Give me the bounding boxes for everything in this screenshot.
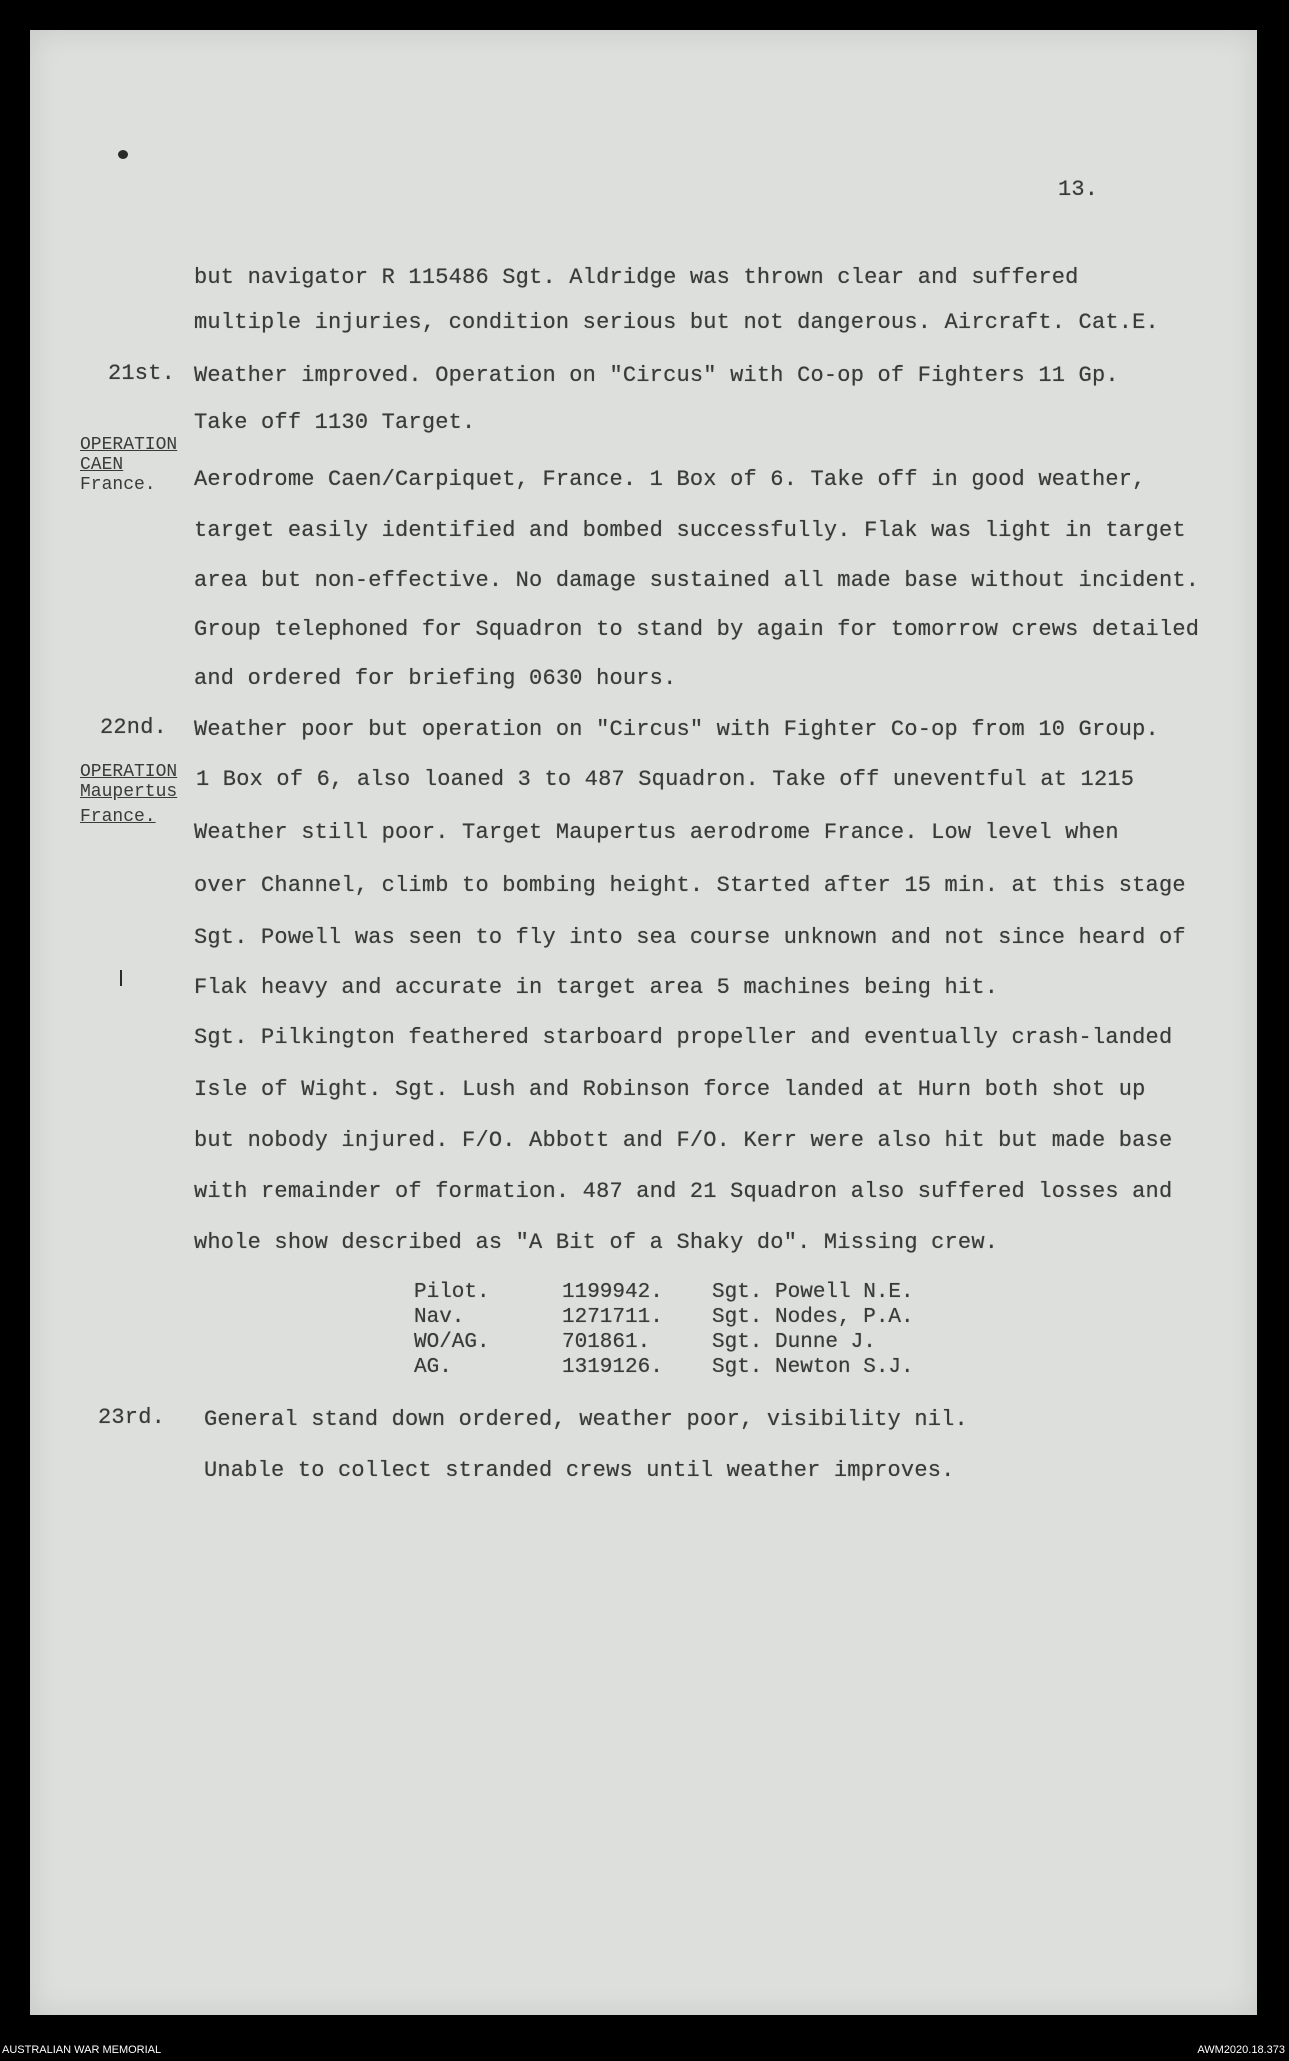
- margin-note-country: France.: [80, 475, 156, 495]
- footer-source: AUSTRALIAN WAR MEMORIAL: [2, 2044, 162, 2056]
- crew-rank: Nav.: [414, 1306, 465, 1329]
- missing-crew-list: [414, 1280, 914, 1380]
- text-line: Group telephoned for Squadron to stand by again for tomorrow crews detailed: [194, 617, 1200, 642]
- margin-note-operation: OPERATION: [80, 435, 178, 455]
- margin-note-country: France.: [80, 807, 156, 827]
- margin-note-place: Maupertus: [80, 782, 178, 802]
- crew-rank: AG.: [414, 1356, 452, 1379]
- ink-speck: [118, 150, 128, 159]
- text-line: target easily identified and bombed successfully. Flak was light in target: [194, 518, 1186, 543]
- page-number: 13.: [1058, 177, 1099, 202]
- text-line: but navigator R 115486 Sgt. Aldridge was thrown clear and suffered: [194, 265, 1079, 290]
- crew-name: Sgt. Powell N.E.: [712, 1281, 914, 1304]
- margin-tick-mark: [120, 970, 122, 986]
- crew-row: [414, 1355, 914, 1380]
- footer-reference: AWM2020.18.373: [1197, 2044, 1285, 2056]
- text-line: Unable to collect stranded crews until weather improves.: [204, 1458, 955, 1483]
- text-line: with remainder of formation. 487 and 21 Squadron also suffered losses and: [194, 1179, 1173, 1204]
- crew-number: 1199942.: [562, 1281, 663, 1304]
- text-line: but nobody injured. F/O. Abbott and F/O. Kerr were also hit but made base: [194, 1128, 1173, 1153]
- text-line: multiple injuries, condition serious but not dangerous. Aircraft. Cat.E.: [194, 310, 1159, 335]
- text-line: and ordered for briefing 0630 hours.: [194, 666, 677, 691]
- crew-rank: WO/AG.: [414, 1331, 490, 1354]
- crew-row: [414, 1305, 914, 1330]
- text-line: Sgt. Powell was seen to fly into sea course unknown and not since heard of: [194, 925, 1186, 950]
- text-line: over Channel, climb to bombing height. Started after 15 min. at this stage: [194, 873, 1186, 898]
- text-line: Isle of Wight. Sgt. Lush and Robinson force landed at Hurn both shot up: [194, 1077, 1146, 1102]
- text-line: General stand down ordered, weather poor, visibility nil.: [204, 1407, 968, 1432]
- crew-number: 1319126.: [562, 1356, 663, 1379]
- entry-date: 21st.: [108, 361, 176, 386]
- crew-name: Sgt. Nodes, P.A.: [712, 1306, 914, 1329]
- text-line: 1 Box of 6, also loaned 3 to 487 Squadron. Take off uneventful at 1215: [196, 767, 1135, 792]
- text-line: Weather improved. Operation on "Circus" with Co-op of Fighters 11 Gp.: [194, 363, 1119, 388]
- crew-name: Sgt. Dunne J.: [712, 1331, 876, 1354]
- text-line: Sgt. Pilkington feathered starboard propeller and eventually crash-landed: [194, 1025, 1173, 1050]
- crew-name: Sgt. Newton S.J.: [712, 1356, 914, 1379]
- crew-row: [414, 1330, 914, 1355]
- entry-date: 22nd.: [100, 715, 168, 740]
- text-line: Flak heavy and accurate in target area 5 machines being hit.: [194, 975, 999, 1000]
- margin-note-place: CAEN: [80, 455, 124, 475]
- margin-note-operation: OPERATION: [80, 762, 178, 782]
- text-line: Weather still poor. Target Maupertus aerodrome France. Low level when: [194, 820, 1119, 845]
- entry-date: 23rd.: [98, 1405, 166, 1430]
- text-line: Take off 1130 Target.: [194, 410, 476, 435]
- crew-row: [414, 1280, 914, 1305]
- text-line: whole show described as "A Bit of a Shaky do". Missing crew.: [194, 1230, 999, 1255]
- crew-rank: Pilot.: [414, 1281, 490, 1304]
- crew-number: 1271711.: [562, 1306, 663, 1329]
- text-line: Weather poor but operation on "Circus" with Fighter Co-op from 10 Group.: [194, 717, 1159, 742]
- text-line: area but non-effective. No damage sustained all made base without incident.: [194, 568, 1200, 593]
- crew-number: 701861.: [562, 1331, 651, 1354]
- text-line: Aerodrome Caen/Carpiquet, France. 1 Box of 6. Take off in good weather,: [194, 467, 1146, 492]
